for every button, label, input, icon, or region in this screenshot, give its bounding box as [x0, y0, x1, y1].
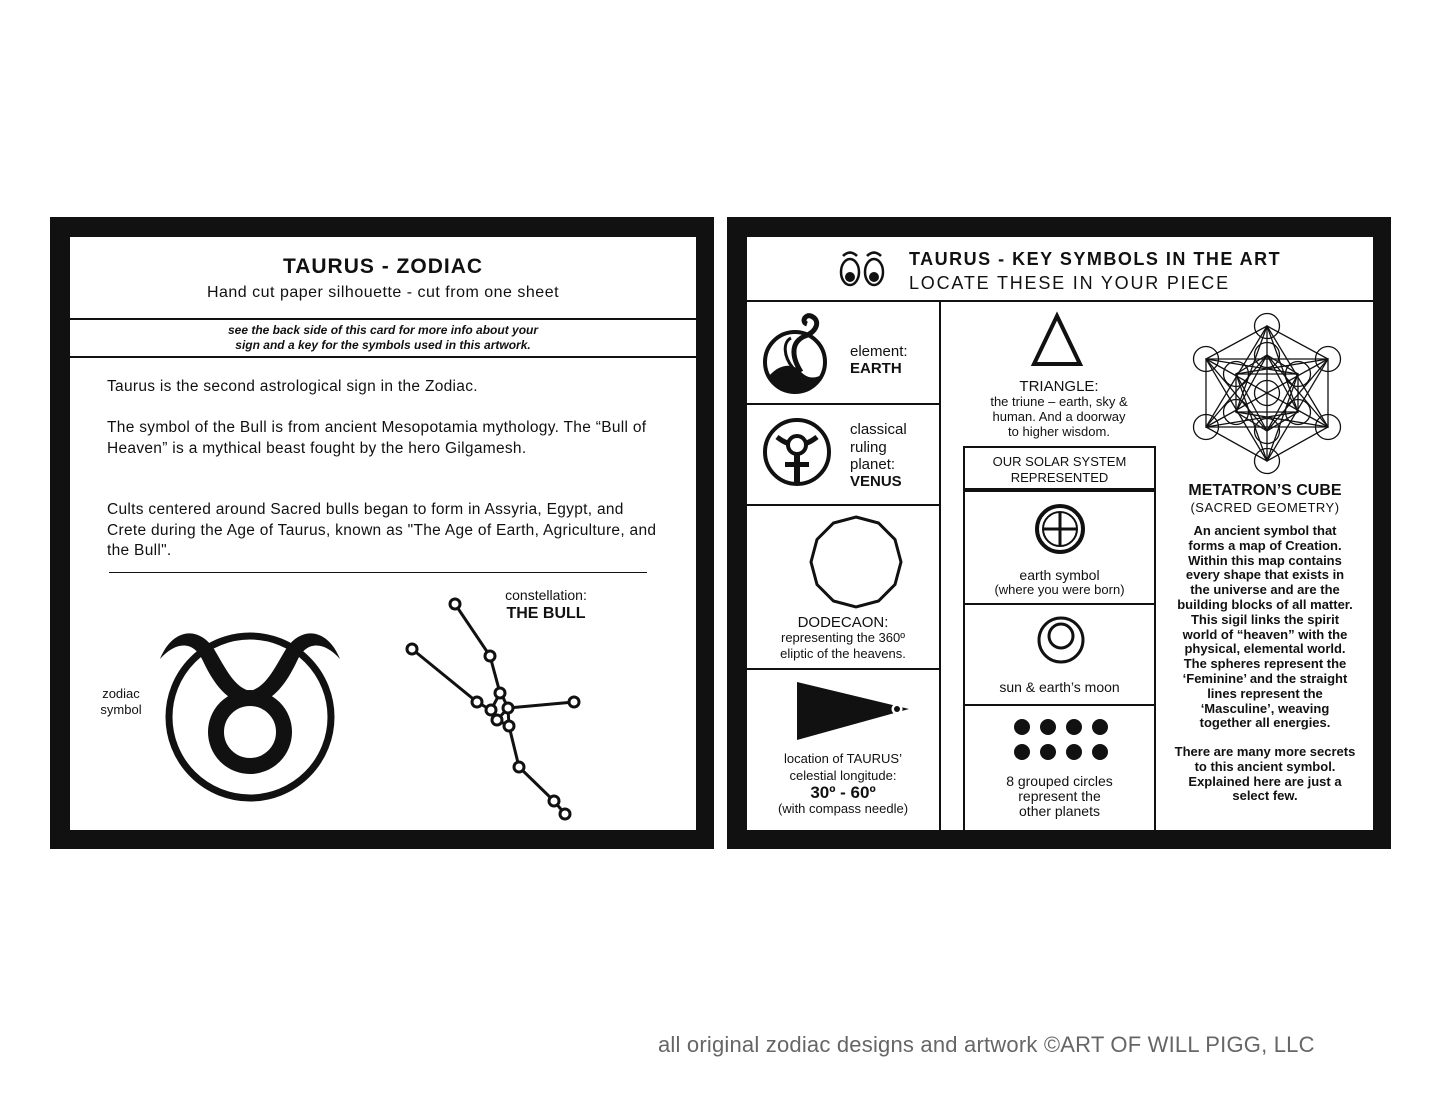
metatron-desc-line: every shape that exists in	[1185, 567, 1345, 583]
dodecagon-desc-1: representing the 360º	[780, 630, 905, 645]
left-card-para-1: Taurus is the second astrological sign in the Zodiac.	[107, 378, 478, 395]
zodiac-label-2: symbol	[100, 702, 142, 717]
metatron-desc-line: select few.	[1232, 788, 1298, 804]
constellation-label: constellation:	[505, 587, 587, 603]
divider	[747, 504, 939, 506]
column-divider	[939, 668, 941, 830]
divider	[747, 668, 939, 670]
element-value: EARTH	[850, 360, 902, 377]
right-card-title: TAURUS - KEY SYMBOLS IN THE ART	[909, 249, 1282, 269]
left-card-subtitle: Hand cut paper silhouette - cut from one sheet	[206, 284, 560, 301]
metatron-desc-line: the universe and are the	[1190, 582, 1340, 598]
planet-label-1: classical	[850, 421, 907, 438]
right-card	[727, 217, 1391, 849]
metatron-desc-line: An ancient symbol that	[1193, 523, 1337, 538]
circles-line-3: other planets	[1019, 803, 1100, 819]
divider	[747, 300, 1373, 302]
left-card-para-3: Cults centered around Sacred bulls began to form in Assyria, Egypt, and Crete during the Age of Taurus, known as "The Age of Earth, Agriculture, and the Bull".	[107, 501, 657, 559]
metatron-desc-line: The spheres represent the	[1183, 656, 1347, 672]
left-card-title: TAURUS - ZODIAC	[282, 255, 484, 278]
sun-moon-label: sun & earth’s moon	[999, 679, 1120, 695]
venus-icon	[763, 415, 833, 490]
metatron-desc-line: This sigil links the spirit	[1190, 611, 1340, 627]
triangle-icon	[1030, 312, 1084, 368]
earth-element-icon	[761, 312, 833, 397]
divider	[963, 603, 1156, 605]
left-card-note-2: sign and a key for the symbols used in this artwork.	[235, 338, 531, 352]
zodiac-label-1: zodiac	[102, 686, 140, 701]
sun-moon-icon	[1037, 614, 1085, 666]
constellation-name: THE BULL	[506, 605, 586, 622]
location-line-2: celestial longitude:	[789, 768, 897, 783]
left-card-inner	[70, 237, 696, 830]
location-line-3: (with compass needle)	[777, 801, 909, 816]
solar-title-1: OUR SOLAR SYSTEM	[992, 454, 1127, 469]
planet-value: VENUS	[850, 473, 902, 490]
planet-dots-icon	[1011, 716, 1111, 764]
triangle-title: TRIANGLE:	[1019, 378, 1099, 395]
planet-label-2: ruling	[850, 439, 887, 456]
metatron-title: METATRON’S CUBE	[1188, 482, 1342, 499]
metatron-subtitle: (SACRED GEOMETRY)	[1190, 500, 1340, 515]
metatron-description-2	[1165, 745, 1365, 804]
copyright-footer: all original zodiac designs and artwork ©ART OF WILL PIGG, LLC	[658, 1032, 1315, 1057]
metatron-desc-line: to this ancient symbol.	[1194, 758, 1336, 774]
solar-title-2: REPRESENTED	[1010, 470, 1109, 485]
right-card-inner	[747, 237, 1373, 830]
planet-label-3: planet:	[850, 456, 896, 473]
earth-symbol-icon	[1033, 502, 1087, 556]
earth-symbol-sub: (where you were born)	[994, 582, 1125, 597]
metatron-desc-line: lines represent the	[1207, 685, 1323, 701]
triangle-desc-2: human. And a doorway	[992, 409, 1126, 424]
metatron-desc-line: forms a map of Creation.	[1188, 537, 1342, 553]
bull-constellation-icon	[70, 237, 696, 830]
metatron-desc-line: Explained here are just a	[1188, 773, 1342, 789]
column-divider	[939, 300, 941, 668]
right-card-subtitle: LOCATE THESE IN YOUR PIECE	[909, 273, 1230, 293]
triangle-desc-1: the triune – earth, sky &	[990, 394, 1128, 409]
circles-line-2: represent the	[1018, 788, 1101, 804]
divider	[963, 488, 1156, 492]
divider	[963, 704, 1156, 706]
dodecagon-title: DODECAON:	[797, 614, 889, 631]
left-card	[50, 217, 714, 849]
metatron-desc-line: Within this map contains	[1188, 552, 1342, 568]
metatron-desc-line: physical, elemental world.	[1184, 641, 1346, 657]
metatron-desc-line: world of “heaven” with the	[1182, 626, 1348, 642]
metatron-desc-line: There are many more secrets	[1174, 744, 1356, 759]
circles-line-1: 8 grouped circles	[1006, 773, 1113, 789]
eyes-icon	[839, 247, 889, 291]
location-degrees: 30º - 60º	[810, 783, 876, 802]
divider	[747, 403, 939, 405]
left-card-para-2: The symbol of the Bull is from ancient Mesopotamia mythology. The “Bull of Heaven” is a mythical beast fought by the hero Gilgamesh.	[107, 419, 647, 457]
metatron-description	[1165, 524, 1365, 731]
triangle-desc-3: to higher wisdom.	[1008, 424, 1110, 439]
earth-symbol-label: earth symbol	[1019, 567, 1100, 583]
left-card-note-1: see the back side of this card for more info about your	[227, 323, 539, 337]
metatron-desc-line: building blocks of all matter.	[1177, 596, 1353, 612]
location-line-1: location of TAURUS’	[783, 751, 902, 766]
metatron-desc-line: together all energies.	[1199, 715, 1331, 731]
dodecagon-icon	[809, 515, 903, 609]
compass-needle-icon	[797, 682, 917, 744]
dodecagon-desc-2: eliptic of the heavens.	[780, 646, 906, 661]
metatrons-cube-icon	[1192, 311, 1342, 476]
metatron-desc-line: ‘Masculine’, weaving	[1200, 700, 1330, 716]
metatron-desc-line: ‘Feminine’ and the straight	[1182, 670, 1348, 686]
element-label: element:	[850, 343, 908, 360]
